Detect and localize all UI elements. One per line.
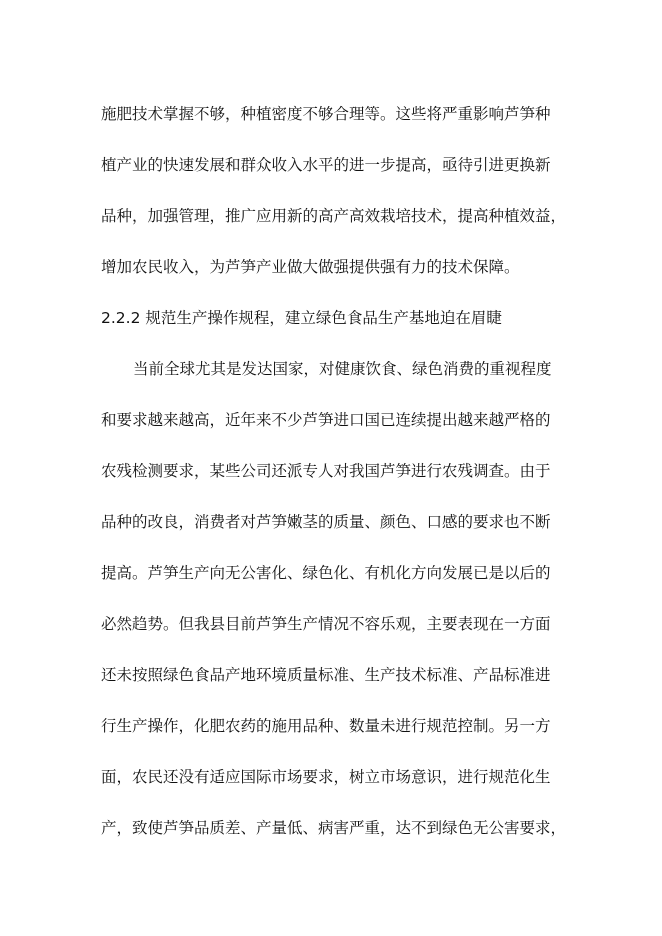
paragraph-2-line-3: 农残检测要求，某些公司还派专人对我国芦笋进行农残调查。由于: [101, 462, 551, 480]
paragraph-1-line-2: 植产业的快速发展和群众收入水平的进一步提高，亟待引进更换新: [101, 156, 551, 174]
paragraph-2-line-8: 行生产操作，化肥农药的施用品种、数量未进行规范控制。另一方: [101, 717, 551, 735]
paragraph-2-line-2: 和要求越来越高，近年来不少芦笋进口国已连续提出越来越严格的: [101, 411, 551, 429]
paragraph-1-line-4: 增加农民收入，为芦笋产业做大做强提供强有力的技术保障。: [101, 258, 520, 276]
section-heading: 2.2.2 规范生产操作规程，建立绿色食品生产基地迫在眉睫: [101, 309, 502, 327]
paragraph-2-line-4: 品种的改良，消费者对芦笋嫩茎的质量、颜色、口感的要求也不断: [101, 513, 551, 531]
paragraph-2-line-6: 必然趋势。但我县目前芦笋生产情况不容乐观，主要表现在一方面: [101, 615, 551, 633]
paragraph-1-line-1: 施肥技术掌握不够，种植密度不够合理等。这些将严重影响芦笋种: [101, 105, 551, 123]
paragraph-2-line-9: 面，农民还没有适应国际市场要求，树立市场意识，进行规范化生: [101, 768, 551, 786]
paragraph-2-line-7: 还未按照绿色食品产地环境质量标准、生产技术标准、产品标准进: [101, 666, 551, 684]
paragraph-2-line-10: 产，致使芦笋品质差、产量低、病害严重，达不到绿色无公害要求，: [101, 819, 567, 837]
paragraph-1-line-3: 品种，加强管理，推广应用新的高产高效栽培技术，提高种植效益，: [101, 207, 567, 225]
paragraph-2-line-5: 提高。芦笋生产向无公害化、绿色化、有机化方向发展已是以后的: [101, 564, 551, 582]
paragraph-2-line-1: 当前全球尤其是发达国家，对健康饮食、绿色消费的重视程度: [133, 360, 552, 378]
